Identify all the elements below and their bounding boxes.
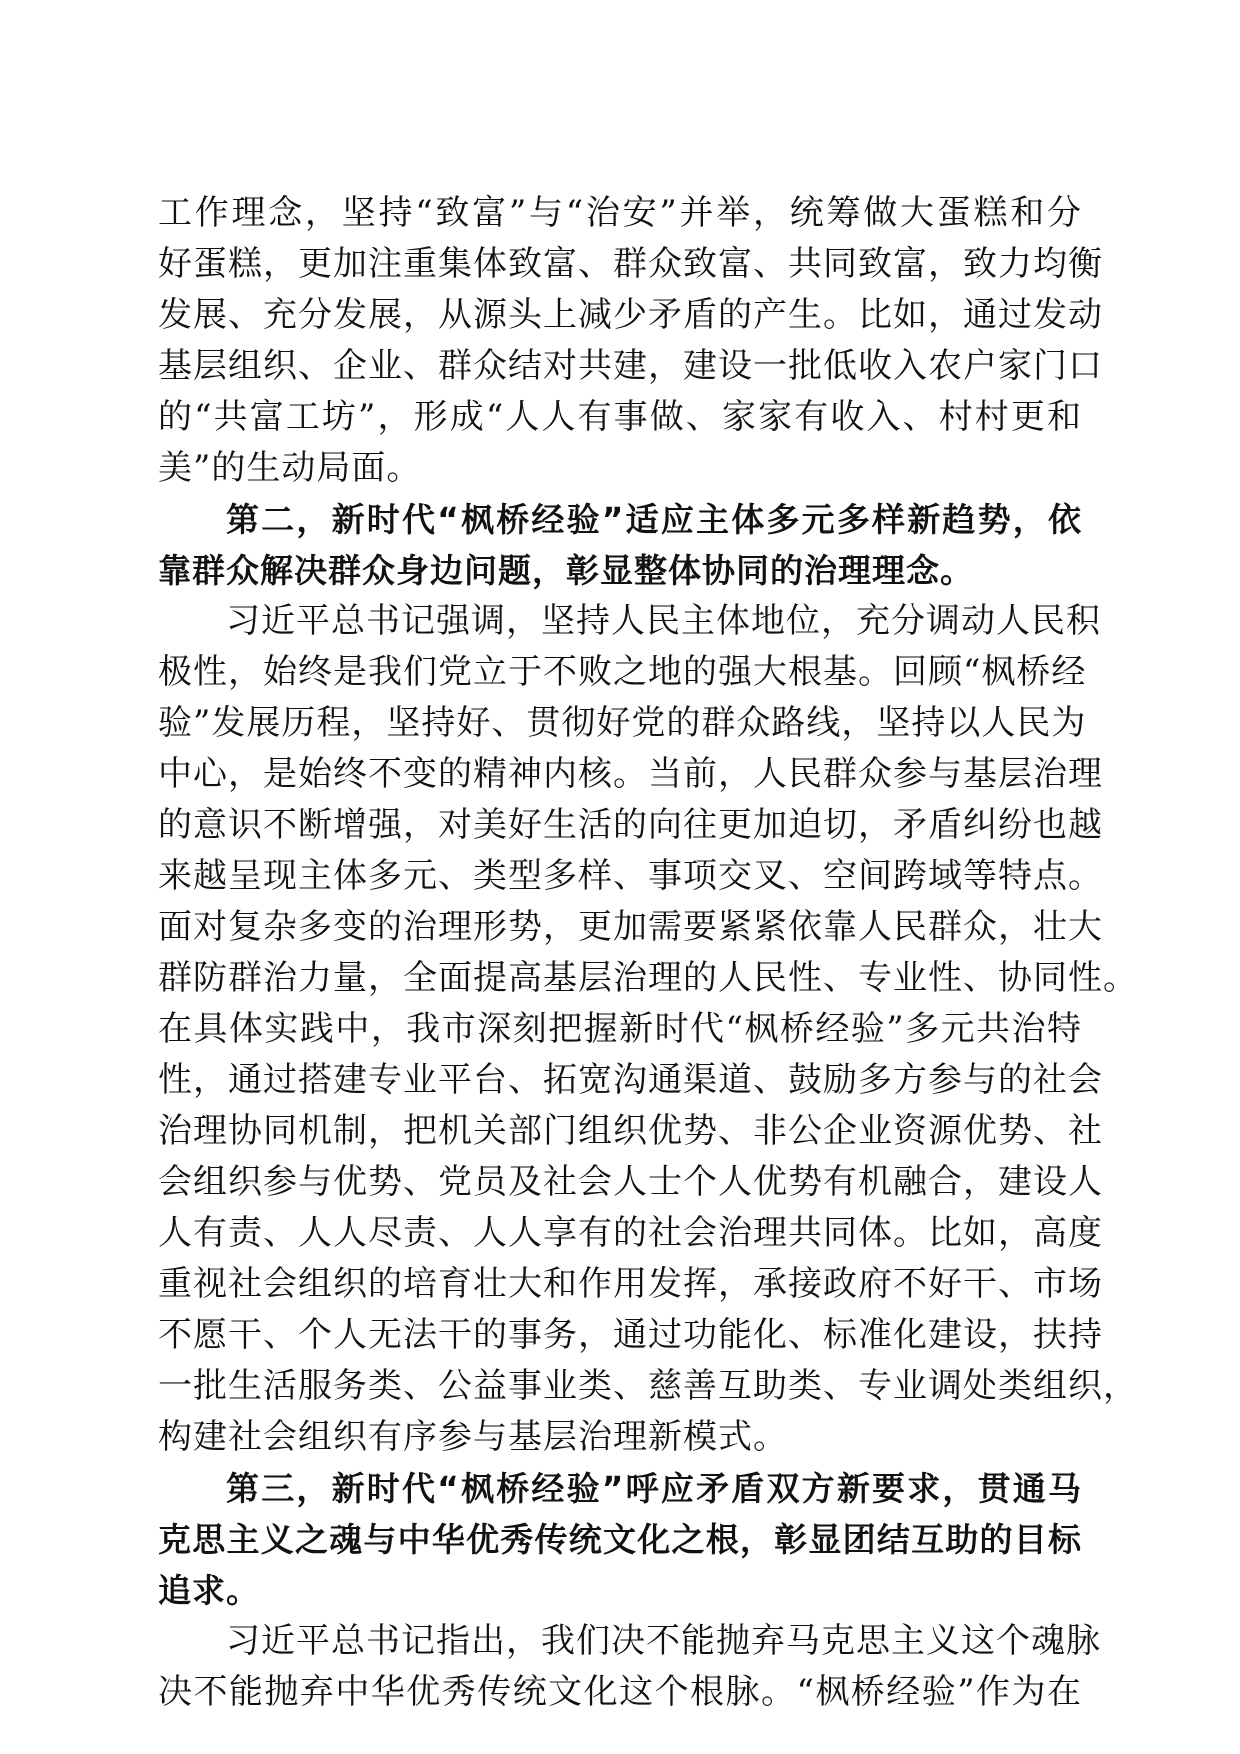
text-line: 不愿干、个人无法干的事务，通过功能化、标准化建设，扶持 [158,1315,1103,1355]
text-line: 来越呈现主体多元、类型多样、事项交叉、空间跨域等特点。 [158,856,1103,896]
text-line: 一批生活服务类、公益事业类、慈善互助类、专业调处类组织， [158,1366,1138,1406]
text-line: 发展、充分发展，从源头上减少矛盾的产生。比如，通过发动 [158,295,1103,335]
heading-line: 靠群众解决群众身边问题，彰显整体协同的治理理念。 [158,551,974,590]
body-paragraph [158,596,1138,1463]
text-line: 会组织参与优势、党员及社会人士个人优势有机融合，建设人 [158,1162,1103,1202]
text-line: 美”的生动局面。 [158,448,422,488]
section-heading [158,1463,1082,1616]
body-paragraph [158,1616,1101,1718]
text-line: 决不能抛弃中华优秀传统文化这个根脉。“枫桥经验”作为在 [158,1672,1082,1712]
text-line: 基层组织、企业、群众结对共建，建设一批低收入农户家门口 [158,346,1103,386]
heading-line: 追求。 [158,1571,260,1610]
text-line: 验”发展历程，坚持好、贯彻好党的群众路线，坚持以人民为 [158,703,1087,743]
text-line: 习近平总书记强调，坚持人民主体地位，充分调动人民积 [226,601,1101,641]
text-line: 习近平总书记指出，我们决不能抛弃马克思主义这个魂脉 [226,1621,1101,1661]
heading-line: 第三，新时代“枫桥经验”呼应矛盾双方新要求，贯通马 [226,1469,1082,1508]
text-line: 治理协同机制，把机关部门组织优势、非公企业资源优势、社 [158,1111,1103,1151]
text-line: 性，通过搭建专业平台、拓宽沟通渠道、鼓励多方参与的社会 [158,1060,1103,1100]
text-line: 构建社会组织有序参与基层治理新模式。 [158,1417,788,1457]
text-line: 的“共富工坊”，形成“人人有事做、家家有收入、村村更和 [158,397,1082,437]
text-line: 群防群治力量，全面提高基层治理的人民性、专业性、协同性。 [158,958,1138,998]
body-paragraph [158,188,1103,494]
document-page [158,188,1138,1718]
text-line: 工作理念，坚持“致富”与“治安”并举，统筹做大蛋糕和分 [158,193,1082,233]
text-line: 的意识不断增强，对美好生活的向往更加迫切，矛盾纠纷也越 [158,805,1103,845]
text-line: 中心，是始终不变的精神内核。当前，人民群众参与基层治理 [158,754,1103,794]
heading-line: 第二，新时代“枫桥经验”适应主体多元多样新趋势，依 [226,500,1082,539]
text-line: 极性，始终是我们党立于不败之地的强大根基。回顾“枫桥经 [158,652,1087,692]
text-line: 人有责、人人尽责、人人享有的社会治理共同体。比如，高度 [158,1213,1103,1253]
section-heading [158,494,1082,596]
text-line: 重视社会组织的培育壮大和作用发挥，承接政府不好干、市场 [158,1264,1103,1304]
text-line: 在具体实践中，我市深刻把握新时代“枫桥经验”多元共治特 [158,1009,1082,1049]
text-line: 好蛋糕，更加注重集体致富、群众致富、共同致富，致力均衡 [158,244,1103,284]
heading-line: 克思主义之魂与中华优秀传统文化之根，彰显团结互助的目标 [158,1520,1082,1559]
text-line: 面对复杂多变的治理形势，更加需要紧紧依靠人民群众，壮大 [158,907,1103,947]
